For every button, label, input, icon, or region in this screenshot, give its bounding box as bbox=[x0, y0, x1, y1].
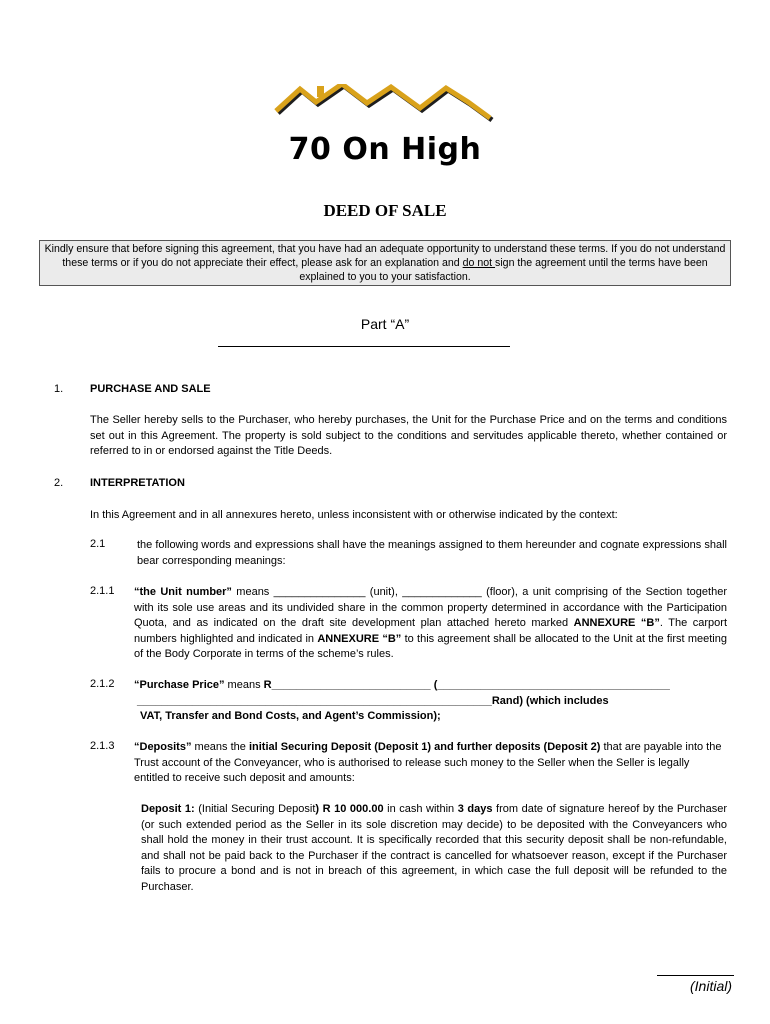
price-inclusions: VAT, Transfer and Bond Costs, and Agent’s Commission); bbox=[140, 710, 441, 722]
clause-number: 2.1.3 bbox=[90, 740, 115, 752]
clause-number: 2.1.1 bbox=[90, 585, 115, 597]
deposit-terms: initial Securing Deposit (Deposit 1) and further deposits (Deposit 2) bbox=[248, 741, 601, 753]
section-number: 2. bbox=[54, 477, 64, 489]
clause-text: (Initial Securing Deposit bbox=[198, 803, 316, 815]
defined-term: “Deposits” bbox=[134, 741, 192, 753]
section-heading: PURCHASE AND SALE bbox=[90, 383, 211, 395]
deposit-amount: R 10 000.00 bbox=[322, 803, 384, 815]
clause-deposits bbox=[134, 740, 727, 787]
clause-number: 2.1 bbox=[90, 538, 106, 550]
clause-text: the following words and expressions shall have the meanings assigned to them hereunder and cognate expressions shall bear corresponding meanings: bbox=[137, 539, 727, 567]
annexure-ref: ANNEXURE “B” bbox=[317, 632, 402, 645]
purchase-price-line3 bbox=[134, 709, 734, 725]
clause-text: means the bbox=[191, 741, 249, 753]
clause-text: ) bbox=[315, 803, 320, 815]
clause-text: . The carport numbers highlighted and indicated in bbox=[134, 617, 727, 645]
document-title: DEED OF SALE bbox=[323, 201, 447, 220]
initial-label: (Initial) bbox=[690, 978, 733, 994]
clause-text: from date of signature hereof by the Purchaser (or such extended period as the Seller in its sole discretion may decide) to be deposited with the Conveyancers who shall hold the money in their trust account. It is specifically recorded that this security deposit shall be non-refundable, and shall not be paid back to the Purchaser if the contract is cancelled for whatsoever reason, except if the Purchaser fails to procure a bond and is not in breach of this agreement, in which case the full deposit will be refunded to the Purchaser. bbox=[141, 803, 727, 893]
logo-roofs-icon bbox=[272, 84, 498, 124]
logo-wordmark: 70 On High bbox=[288, 132, 482, 167]
deposit-label: Deposit 1: bbox=[141, 803, 199, 815]
initial-signature-line bbox=[657, 975, 734, 976]
annexure-ref: ANNEXURE “B” bbox=[573, 617, 660, 629]
clause-text: to this agreement shall be allocated to the Unit at the first meeting of the Body Corporate in terms of the scheme’s rules. bbox=[134, 632, 727, 660]
part-divider bbox=[218, 346, 510, 347]
clause-text: in cash within bbox=[383, 803, 458, 815]
section-body: The Seller hereby sells to the Purchaser, who hereby purchases, the Unit for the Purchase Price and on the terms and conditions set out in this Agreement. The property is sold subject to the conditions and servitudes applicable thereto, whether contained or referred to in or endorsed against the Title Deeds. bbox=[90, 414, 727, 457]
defined-term: “Purchase Price” bbox=[134, 679, 225, 691]
section-number: 1. bbox=[54, 383, 64, 395]
section-intro: In this Agreement and in all annexures hereto, unless inconsistent with or otherwise indicated by the context: bbox=[90, 509, 618, 521]
notice-text-before: Kindly ensure that before signing this agreement, that you have had an adequate opportunity to understand these terms. If you do not understand these terms or if you do not appreciate their effect, please ask for an explanation and bbox=[44, 243, 726, 269]
clause-purchase-price bbox=[134, 678, 734, 725]
clause-unit-number bbox=[134, 585, 727, 663]
price-blank: R__________________________ (______________________________________ bbox=[263, 679, 670, 691]
roof-outline-line bbox=[276, 84, 490, 118]
part-title: Part “A” bbox=[360, 316, 410, 332]
clause-number: 2.1.2 bbox=[90, 678, 115, 690]
chimney-shape bbox=[317, 86, 324, 97]
price-blank: __________________________________________________________Rand) (which includes bbox=[137, 694, 609, 707]
purchase-price-line2 bbox=[134, 694, 734, 710]
clause-text: means _______________ (unit), _____________ (floor), a unit comprising of the Section together with its sole use areas and its undivided share in the common property determined in accordance with the Participation Quota, and as indicated on the draft site development plan attached hereto marked bbox=[134, 586, 727, 629]
section-heading: INTERPRETATION bbox=[90, 477, 185, 489]
notice-text-after: sign the agreement until the terms have been explained to you to your satisfaction. bbox=[299, 257, 708, 283]
deposit-1-paragraph bbox=[141, 802, 727, 895]
defined-term: “the Unit number” bbox=[134, 586, 232, 598]
deposit-days: 3 days bbox=[457, 803, 493, 815]
clause-text: that are payable into the Trust account of the Conveyancer, who is authorised to release such money to the Seller when the Seller is legally entitled to receive such deposit and amounts: bbox=[134, 741, 722, 784]
notice-box bbox=[39, 240, 731, 286]
purchase-price-line1 bbox=[134, 678, 734, 694]
notice-text-underlined: do not bbox=[462, 257, 496, 269]
clause-text: means bbox=[224, 679, 264, 691]
